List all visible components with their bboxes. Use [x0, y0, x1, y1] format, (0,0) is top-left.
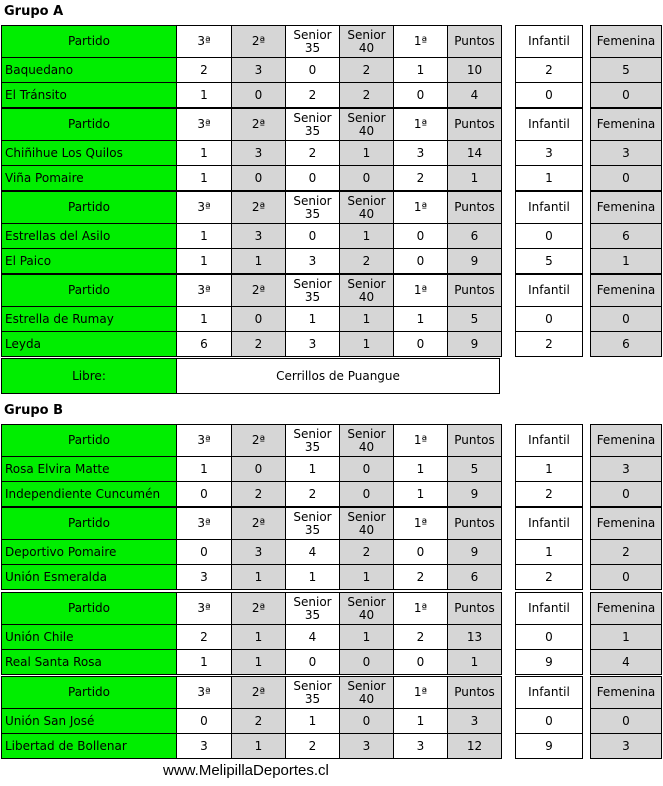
infantil-score: 0 [516, 709, 583, 734]
col-header: Senior 40 [340, 425, 394, 457]
team-row [2, 625, 502, 650]
score-cell: 0 [177, 540, 232, 565]
col-header: Puntos [448, 26, 502, 58]
score-cell: 2 [394, 166, 448, 191]
col-header-femenina: Femenina [591, 109, 662, 141]
col-header: Senior 35 [286, 192, 340, 224]
score-cell: 3 [232, 540, 286, 565]
score-cell: 3 [177, 734, 232, 759]
team-row [2, 141, 502, 166]
score-cell: 1 [394, 457, 448, 482]
team-name: Libertad de Bollenar [2, 734, 177, 759]
col-header-partido: Partido [2, 508, 177, 540]
col-header-partido: Partido [2, 109, 177, 141]
infantil-score: 0 [516, 83, 583, 108]
col-header-femenina: Femenina [591, 26, 662, 58]
score-cell: 1 [232, 734, 286, 759]
femenina-score: 0 [591, 166, 662, 191]
femenina-score: 1 [591, 625, 662, 650]
team-name: Unión Chile [2, 625, 177, 650]
score-cell: 4 [286, 625, 340, 650]
col-header: 2ª [232, 593, 286, 625]
team-name: Estrella de Rumay [2, 307, 177, 332]
score-cell: 9 [448, 249, 502, 274]
infantil-score: 0 [516, 224, 583, 249]
score-cell: 3 [340, 734, 394, 759]
col-header: Senior 40 [340, 593, 394, 625]
score-cell: 2 [394, 625, 448, 650]
score-cell: 0 [340, 650, 394, 675]
score-cell: 1 [340, 625, 394, 650]
score-cell: 0 [286, 650, 340, 675]
col-header: 2ª [232, 275, 286, 307]
infantil-table [515, 676, 583, 759]
score-cell: 2 [232, 332, 286, 357]
libre-team: Cerrillos de Puangue [177, 359, 500, 394]
score-cell: 2 [286, 482, 340, 507]
header-row [2, 425, 502, 457]
match-table [1, 676, 502, 759]
team-row [2, 709, 502, 734]
score-cell: 0 [286, 166, 340, 191]
femenina-table [590, 25, 662, 108]
team-name: Unión Esmeralda [2, 565, 177, 590]
team-row [2, 650, 502, 675]
match-table [1, 592, 502, 675]
team-name: Viña Pomaire [2, 166, 177, 191]
score-cell: 0 [340, 166, 394, 191]
col-header: 3ª [177, 593, 232, 625]
score-cell: 12 [448, 734, 502, 759]
team-row [2, 457, 502, 482]
col-header: Puntos [448, 109, 502, 141]
score-cell: 0 [394, 249, 448, 274]
score-cell: 0 [232, 307, 286, 332]
score-cell: 1 [340, 565, 394, 590]
col-header: 1ª [394, 26, 448, 58]
col-header: Senior 40 [340, 26, 394, 58]
col-header: 3ª [177, 109, 232, 141]
infantil-table [515, 507, 583, 590]
femenina-score: 1 [591, 249, 662, 274]
score-cell: 0 [177, 709, 232, 734]
col-header: 1ª [394, 109, 448, 141]
header-row [2, 109, 502, 141]
match-table [1, 108, 502, 191]
col-header-partido: Partido [2, 677, 177, 709]
score-cell: 2 [340, 249, 394, 274]
score-cell: 1 [394, 709, 448, 734]
col-header-partido: Partido [2, 425, 177, 457]
col-header-infantil: Infantil [516, 26, 583, 58]
score-cell: 9 [448, 540, 502, 565]
score-cell: 6 [448, 565, 502, 590]
col-header: Puntos [448, 425, 502, 457]
score-cell: 13 [448, 625, 502, 650]
col-header-femenina: Femenina [591, 425, 662, 457]
header-row [2, 508, 502, 540]
score-cell: 1 [394, 307, 448, 332]
team-row [2, 565, 502, 590]
score-cell: 0 [340, 457, 394, 482]
score-cell: 5 [448, 307, 502, 332]
score-cell: 1 [232, 650, 286, 675]
infantil-score: 2 [516, 565, 583, 590]
infantil-table [515, 424, 583, 507]
score-cell: 1 [340, 332, 394, 357]
col-header: Puntos [448, 275, 502, 307]
score-cell: 1 [286, 457, 340, 482]
score-cell: 1 [232, 249, 286, 274]
score-cell: 1 [340, 141, 394, 166]
team-row [2, 83, 502, 108]
infantil-score: 0 [516, 625, 583, 650]
score-cell: 9 [448, 482, 502, 507]
score-cell: 1 [177, 249, 232, 274]
femenina-score: 2 [591, 540, 662, 565]
col-header-partido: Partido [2, 192, 177, 224]
col-header-femenina: Femenina [591, 508, 662, 540]
match-table [1, 507, 502, 590]
header-row [2, 192, 502, 224]
col-header: 3ª [177, 508, 232, 540]
score-cell: 1 [177, 224, 232, 249]
score-cell: 2 [340, 58, 394, 83]
score-cell: 2 [232, 709, 286, 734]
score-cell: 2 [340, 83, 394, 108]
col-header: 3ª [177, 26, 232, 58]
infantil-table [515, 592, 583, 675]
score-cell: 3 [394, 141, 448, 166]
team-row [2, 224, 502, 249]
col-header: Puntos [448, 593, 502, 625]
score-cell: 0 [394, 224, 448, 249]
femenina-score: 3 [591, 457, 662, 482]
score-cell: 2 [340, 540, 394, 565]
team-name: Estrellas del Asilo [2, 224, 177, 249]
score-cell: 3 [286, 332, 340, 357]
match-table [1, 191, 502, 274]
col-header-femenina: Femenina [591, 192, 662, 224]
score-cell: 1 [448, 166, 502, 191]
col-header-partido: Partido [2, 593, 177, 625]
header-row [2, 275, 502, 307]
infantil-score: 0 [516, 307, 583, 332]
col-header: 2ª [232, 508, 286, 540]
infantil-score: 2 [516, 482, 583, 507]
femenina-table [590, 592, 662, 675]
col-header: Senior 35 [286, 593, 340, 625]
score-cell: 2 [394, 565, 448, 590]
col-header-infantil: Infantil [516, 109, 583, 141]
infantil-score: 2 [516, 332, 583, 357]
col-header: 2ª [232, 192, 286, 224]
score-cell: 1 [286, 565, 340, 590]
score-cell: 5 [448, 457, 502, 482]
score-cell: 2 [286, 734, 340, 759]
score-cell: 10 [448, 58, 502, 83]
col-header: Senior 40 [340, 508, 394, 540]
score-cell: 9 [448, 332, 502, 357]
team-row [2, 307, 502, 332]
score-cell: 0 [286, 224, 340, 249]
team-row [2, 482, 502, 507]
infantil-score: 9 [516, 734, 583, 759]
score-cell: 1 [177, 307, 232, 332]
team-name: Baquedano [2, 58, 177, 83]
team-name: Chiñihue Los Quilos [2, 141, 177, 166]
col-header: 1ª [394, 677, 448, 709]
col-header: Puntos [448, 192, 502, 224]
score-cell: 1 [448, 650, 502, 675]
col-header: 1ª [394, 425, 448, 457]
score-cell: 3 [286, 249, 340, 274]
col-header: 2ª [232, 26, 286, 58]
match-table [1, 274, 502, 357]
group-title: Grupo A [4, 4, 64, 19]
team-name: Rosa Elvira Matte [2, 457, 177, 482]
score-cell: 1 [177, 650, 232, 675]
score-cell: 4 [286, 540, 340, 565]
col-header-femenina: Femenina [591, 275, 662, 307]
femenina-table [590, 274, 662, 357]
team-row [2, 540, 502, 565]
score-cell: 2 [177, 625, 232, 650]
col-header-infantil: Infantil [516, 508, 583, 540]
score-cell: 1 [177, 83, 232, 108]
femenina-score: 6 [591, 332, 662, 357]
header-row [2, 677, 502, 709]
score-cell: 1 [177, 141, 232, 166]
femenina-table [590, 108, 662, 191]
infantil-score: 1 [516, 166, 583, 191]
score-cell: 3 [232, 141, 286, 166]
group-title: Grupo B [4, 403, 64, 418]
infantil-score: 2 [516, 58, 583, 83]
col-header-partido: Partido [2, 275, 177, 307]
score-cell: 2 [286, 83, 340, 108]
infantil-table [515, 108, 583, 191]
score-cell: 3 [394, 734, 448, 759]
team-name: Real Santa Rosa [2, 650, 177, 675]
col-header: Senior 35 [286, 677, 340, 709]
score-cell: 2 [232, 482, 286, 507]
col-header: 1ª [394, 593, 448, 625]
femenina-score: 4 [591, 650, 662, 675]
header-row [2, 26, 502, 58]
score-cell: 3 [232, 224, 286, 249]
femenina-score: 3 [591, 734, 662, 759]
col-header-infantil: Infantil [516, 425, 583, 457]
score-cell: 0 [394, 540, 448, 565]
infantil-score: 5 [516, 249, 583, 274]
score-cell: 3 [448, 709, 502, 734]
score-cell: 1 [340, 307, 394, 332]
col-header-femenina: Femenina [591, 677, 662, 709]
femenina-score: 3 [591, 141, 662, 166]
col-header: Senior 35 [286, 275, 340, 307]
col-header: 2ª [232, 677, 286, 709]
col-header: 3ª [177, 275, 232, 307]
col-header: 1ª [394, 275, 448, 307]
col-header: Senior 40 [340, 109, 394, 141]
score-cell: 0 [232, 166, 286, 191]
col-header: 2ª [232, 109, 286, 141]
score-cell: 2 [177, 58, 232, 83]
score-cell: 3 [177, 565, 232, 590]
col-header: 1ª [394, 192, 448, 224]
score-cell: 0 [394, 83, 448, 108]
col-header: Senior 35 [286, 425, 340, 457]
femenina-score: 0 [591, 709, 662, 734]
col-header-infantil: Infantil [516, 593, 583, 625]
team-name: Unión San José [2, 709, 177, 734]
score-cell: 2 [286, 141, 340, 166]
score-cell: 0 [340, 482, 394, 507]
score-cell: 6 [448, 224, 502, 249]
col-header: 1ª [394, 508, 448, 540]
col-header: Senior 40 [340, 192, 394, 224]
col-header-infantil: Infantil [516, 677, 583, 709]
score-cell: 6 [177, 332, 232, 357]
col-header-infantil: Infantil [516, 275, 583, 307]
femenina-score: 0 [591, 307, 662, 332]
femenina-score: 0 [591, 565, 662, 590]
col-header-femenina: Femenina [591, 593, 662, 625]
col-header: Senior 40 [340, 275, 394, 307]
score-cell: 1 [177, 166, 232, 191]
score-cell: 3 [232, 58, 286, 83]
col-header-infantil: Infantil [516, 192, 583, 224]
score-cell: 0 [394, 332, 448, 357]
infantil-score: 3 [516, 141, 583, 166]
team-name: El Paico [2, 249, 177, 274]
score-cell: 1 [177, 457, 232, 482]
femenina-table [590, 507, 662, 590]
col-header: Puntos [448, 508, 502, 540]
femenina-table [590, 191, 662, 274]
team-name: Independiente Cuncumén [2, 482, 177, 507]
libre-table [1, 358, 500, 394]
score-cell: 0 [177, 482, 232, 507]
score-cell: 1 [340, 224, 394, 249]
team-row [2, 734, 502, 759]
femenina-score: 6 [591, 224, 662, 249]
infantil-table [515, 191, 583, 274]
col-header: 3ª [177, 425, 232, 457]
infantil-score: 1 [516, 457, 583, 482]
score-cell: 1 [286, 709, 340, 734]
team-row [2, 166, 502, 191]
infantil-score: 9 [516, 650, 583, 675]
score-cell: 0 [232, 83, 286, 108]
col-header: 2ª [232, 425, 286, 457]
score-cell: 1 [286, 307, 340, 332]
team-name: Leyda [2, 332, 177, 357]
col-header: 3ª [177, 677, 232, 709]
col-header: Senior 35 [286, 109, 340, 141]
infantil-table [515, 25, 583, 108]
team-row [2, 332, 502, 357]
femenina-table [590, 424, 662, 507]
score-cell: 1 [394, 58, 448, 83]
team-row [2, 58, 502, 83]
col-header: Puntos [448, 677, 502, 709]
score-cell: 1 [232, 625, 286, 650]
header-row [2, 593, 502, 625]
femenina-table [590, 676, 662, 759]
libre-label: Libre: [2, 359, 177, 394]
col-header: Senior 40 [340, 677, 394, 709]
femenina-score: 0 [591, 83, 662, 108]
match-table [1, 25, 502, 108]
col-header: Senior 35 [286, 508, 340, 540]
site-footer[interactable]: www.MelipillaDeportes.cl [163, 762, 329, 779]
score-cell: 0 [340, 709, 394, 734]
col-header: 3ª [177, 192, 232, 224]
score-cell: 4 [448, 83, 502, 108]
femenina-score: 0 [591, 482, 662, 507]
score-cell: 0 [394, 650, 448, 675]
team-name: Deportivo Pomaire [2, 540, 177, 565]
infantil-table [515, 274, 583, 357]
team-name: El Tránsito [2, 83, 177, 108]
col-header-partido: Partido [2, 26, 177, 58]
score-cell: 0 [232, 457, 286, 482]
score-cell: 0 [286, 58, 340, 83]
score-cell: 1 [232, 565, 286, 590]
team-row [2, 249, 502, 274]
score-cell: 1 [394, 482, 448, 507]
match-table [1, 424, 502, 507]
score-cell: 14 [448, 141, 502, 166]
femenina-score: 5 [591, 58, 662, 83]
infantil-score: 1 [516, 540, 583, 565]
col-header: Senior 35 [286, 26, 340, 58]
